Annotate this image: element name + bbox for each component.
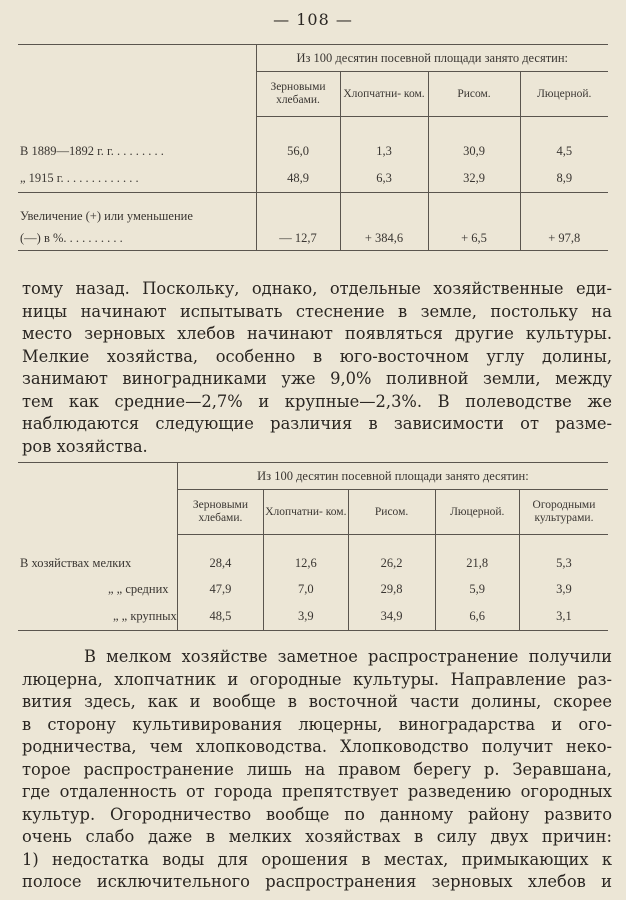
body-paragraph: [22, 646, 612, 894]
cell-value: + 97,8: [520, 227, 608, 251]
column-header-rice: Рисом.: [428, 72, 520, 117]
cell-value: + 384,6: [340, 227, 428, 251]
body-paragraph: [22, 278, 612, 458]
cell-value: 3,9: [264, 603, 349, 631]
cell-value: 56,0: [256, 139, 340, 165]
text-line: вития здесь, как и вообще в восточной части долины, скорее: [22, 692, 612, 711]
row-label: В 1889—1892 г. г. . . . . . . . .: [20, 144, 164, 158]
column-header-grain: Зерновыми хлебами.: [177, 490, 263, 535]
text-line: тому назад. Поскольку, однако, отдельные хозяйственные еди-: [22, 279, 612, 298]
table-span-header: Из 100 десятин посевной площади занято десятин:: [177, 463, 608, 490]
cell-value: 7,0: [264, 577, 349, 603]
cell-value: 21,8: [435, 551, 519, 577]
text-line: где отдаленность от города препятствует разведению огородных: [22, 782, 612, 801]
column-header-cotton: Хлопчатни- ком.: [340, 72, 428, 117]
text-line: родничества, чем хлопководства. Хлопководство получит неко-: [22, 737, 612, 756]
cell-value: 5,3: [519, 551, 608, 577]
cell-value: 28,4: [177, 551, 263, 577]
text-line: В мелком хозяйстве заметное распространение получили: [84, 647, 612, 666]
row-label: „ „ средних: [108, 582, 169, 596]
table-stub-header: [18, 45, 256, 117]
table-row: [18, 165, 608, 193]
text-line: люцерна, хлопчатник и огородные культуры. Направление раз-: [22, 669, 612, 689]
column-header-grain: Зерновыми хлебами.: [256, 72, 340, 117]
row-label: (—) в %. . . . . . . . . .: [20, 230, 123, 245]
text-line: культур. Огородничество вообще по данному району развито: [22, 804, 612, 824]
text-line: место зерновых хлебов начинают появляться другие культуры.: [22, 324, 612, 343]
cell-value: 47,9: [177, 577, 263, 603]
cell-value: 3,9: [519, 577, 608, 603]
cell-value: 34,9: [348, 603, 435, 631]
text-line: очень слабо даже в мелких хозяйствах в силу двух причин:: [22, 827, 612, 846]
cell-value: 29,8: [348, 577, 435, 603]
text-line: ров хозяйства.: [22, 436, 148, 456]
text-line: ницы начинают испытывать стеснение в земле, постольку на: [22, 301, 612, 321]
text-line: полосе исключительного распространения зерновых хлебов и: [22, 872, 612, 891]
text-line: 1) недостатка воды для орошения в местах, примыкающих к: [22, 849, 612, 869]
table-row-change-values: [18, 227, 608, 251]
page-number: — 108 —: [273, 10, 353, 29]
table-row: [18, 551, 608, 577]
cell-value: 48,5: [177, 603, 263, 631]
text-line: наблюдаются следующие различия в зависимости от разме-: [22, 414, 612, 433]
table-row: [18, 139, 608, 165]
text-line: Мелкие хозяйства, особенно в юго-восточном углу долины,: [22, 346, 612, 366]
text-line: тем как средние—2,7% и крупные—2,3%. В полеводстве же: [22, 391, 612, 411]
row-label: „ „ крупных: [113, 608, 177, 623]
table-row: [18, 603, 608, 631]
table-stub-header: [18, 463, 177, 535]
cell-value: 4,5: [520, 139, 608, 165]
row-label: „ 1915 г. . . . . . . . . . . . .: [20, 170, 139, 185]
text-line: занимают виноградниками уже 9,0% поливной земли, между: [22, 369, 612, 388]
row-label: Увеличение (+) или уменьшение: [20, 209, 193, 223]
column-header-alfalfa: Люцерной.: [520, 72, 608, 117]
cell-value: 6,6: [435, 603, 519, 631]
cell-value: 3,1: [519, 603, 608, 631]
table-crops-by-year: [18, 44, 608, 251]
cell-value: 30,9: [428, 139, 520, 165]
cell-value: 26,2: [348, 551, 435, 577]
cell-value: 48,9: [256, 165, 340, 193]
column-header-rice: Рисом.: [348, 490, 435, 535]
table-row-change: [18, 207, 608, 227]
cell-value: — 12,7: [256, 227, 340, 251]
table-crops-by-farm-size: [18, 462, 608, 631]
column-header-alfalfa: Люцерной.: [435, 490, 519, 535]
cell-value: 32,9: [428, 165, 520, 193]
cell-value: + 6,5: [428, 227, 520, 251]
text-line: торое распространение лишь на правом берегу р. Зеравшана,: [22, 759, 612, 779]
cell-value: 6,3: [340, 165, 428, 193]
column-header-vegetables: Огородными культурами.: [519, 490, 608, 535]
text-line: в сторону культивирования люцерны, виноградарства и ого-: [22, 714, 612, 734]
column-header-cotton: Хлопчатни- ком.: [264, 490, 349, 535]
table-span-header: Из 100 десятин посевной площади занято десятин:: [256, 45, 608, 72]
table-row: [18, 577, 608, 603]
cell-value: 12,6: [264, 551, 349, 577]
cell-value: 1,3: [340, 139, 428, 165]
cell-value: 5,9: [435, 577, 519, 603]
cell-value: 8,9: [520, 165, 608, 193]
row-label: В хозяйствах мелких: [20, 556, 132, 570]
